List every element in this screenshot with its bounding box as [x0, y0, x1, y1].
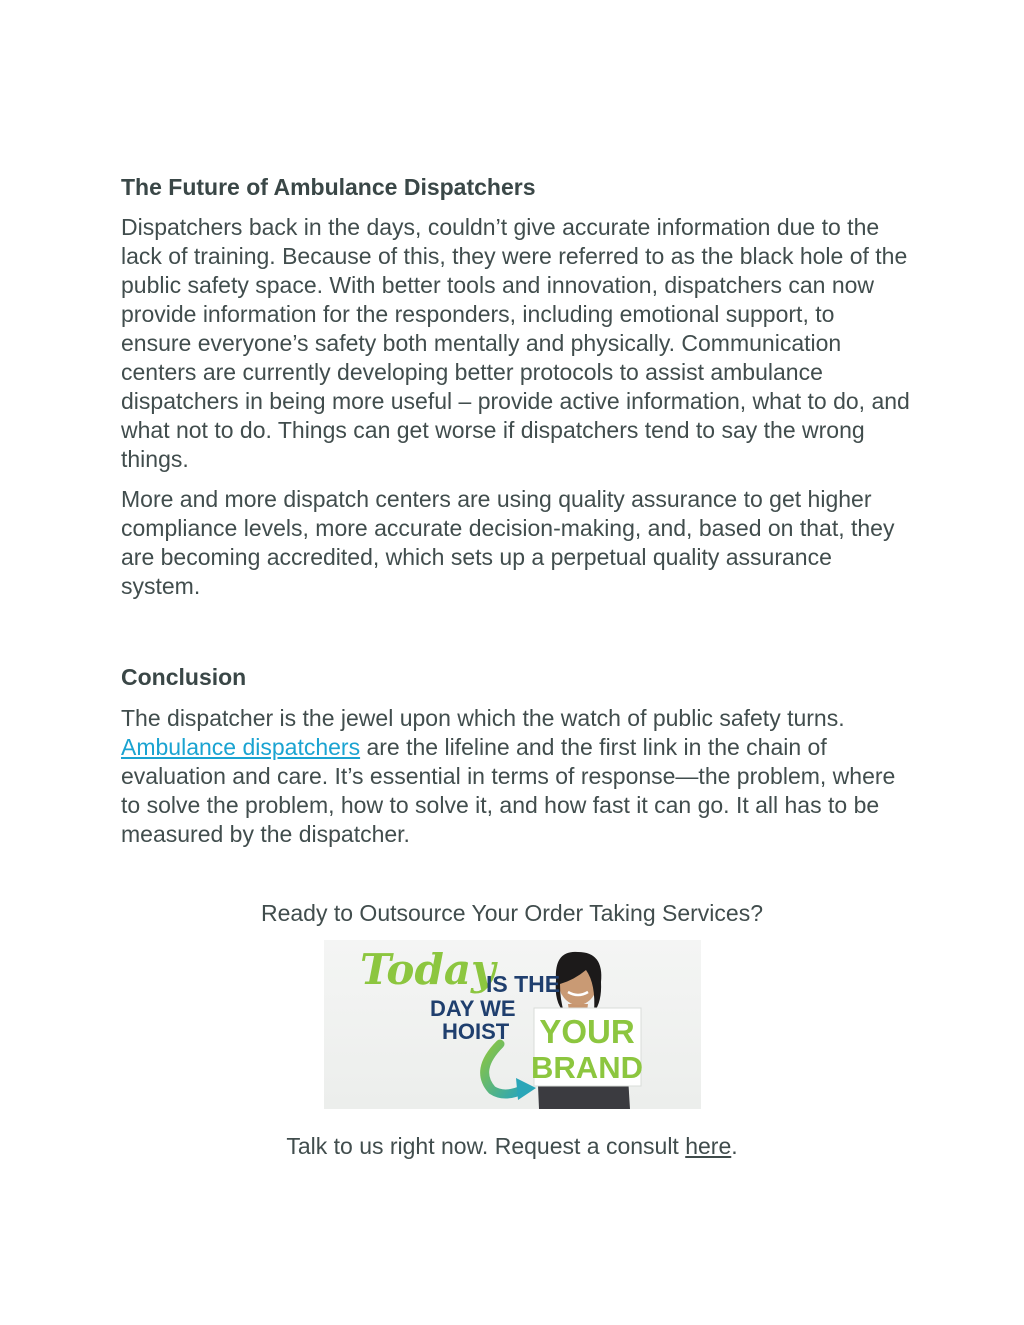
- here-link[interactable]: here: [685, 1133, 732, 1159]
- paragraph-conclusion: [121, 704, 911, 849]
- today-hoist-brand-banner[interactable]: [324, 940, 701, 1109]
- ambulance-dispatchers-link[interactable]: Ambulance dispatchers: [121, 734, 361, 760]
- conclusion-text-end: are the lifeline and the first link in the chain of evaluation and care. It’s essential in terms of response—the problem, where to solve the problem, how to solve it, and how fast it can go. It all has to be measured by the dispatcher.: [121, 734, 896, 847]
- today-script-text: Today: [360, 945, 496, 994]
- sign-brand-text: BRAND: [531, 1050, 643, 1085]
- consult-period: .: [731, 1133, 738, 1159]
- day-we-text: DAY WE: [430, 996, 516, 1021]
- your-brand-sign: [531, 1008, 643, 1086]
- section-heading-conclusion: Conclusion: [121, 664, 247, 690]
- banner-graphic: [324, 940, 701, 1109]
- curved-arrow-icon: [485, 1044, 536, 1100]
- consult-text: Talk to us right now. Request a consult: [286, 1133, 686, 1159]
- cta-question: Ready to Outsource Your Order Taking Services?: [260, 900, 763, 926]
- is-the-text: IS THE: [486, 971, 561, 997]
- paragraph-future-1: Dispatchers back in the days, couldn’t give accurate information due to the lack of training. Because of this, they were referred to as the black hole of the public safety space. With better tools and innovation, dispatchers can now provide information for the responders, including emotional support, to ensure everyone’s safety both mentally and physically. Communication centers are currently developing better protocols to assist ambulance dispatchers in being more useful – provide active information, what to do, and what not to do. Things can get worse if dispatchers tend to say the wrong things.: [121, 214, 910, 472]
- sign-your-text: YOUR: [539, 1013, 635, 1050]
- paragraph-future-2: More and more dispatch centers are using quality assurance to get higher compliance levels, more accurate decision-making, and, based on that, they are becoming accredited, which sets up a perpetual quality assurance system.: [121, 486, 895, 599]
- section-heading-future: The Future of Ambulance Dispatchers: [121, 174, 536, 200]
- conclusion-text-start: The dispatcher is the jewel upon which the watch of public safety turns.: [121, 705, 845, 731]
- hoist-text: HOIST: [442, 1019, 510, 1044]
- consult-line: [0, 1133, 1024, 1160]
